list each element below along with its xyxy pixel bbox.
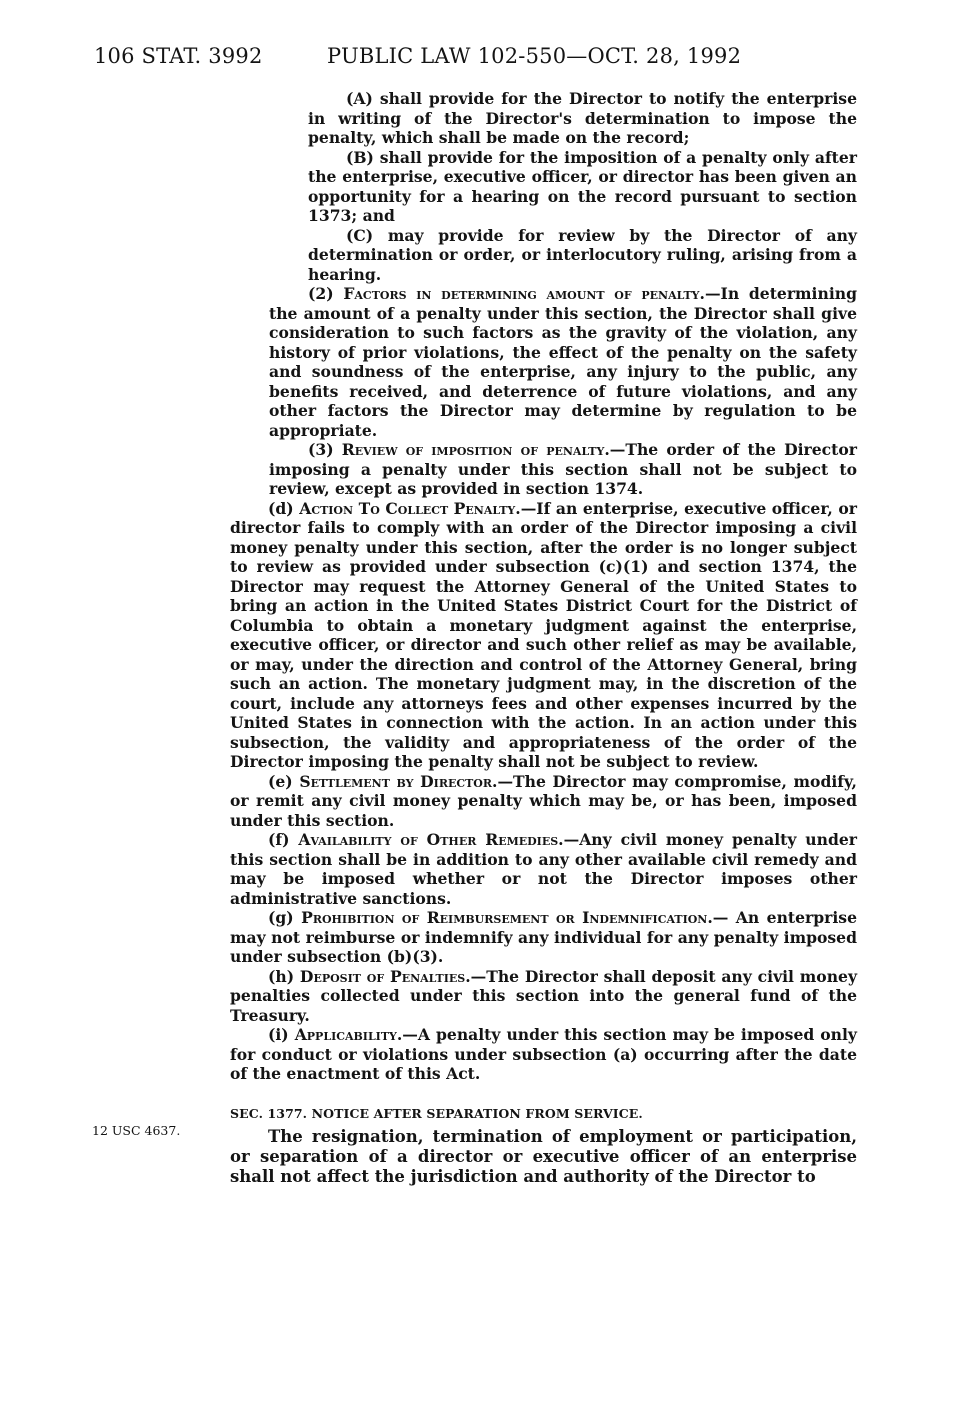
subsection-heading: Action To Collect Penalty <box>299 498 516 518</box>
subsection-g <box>230 908 857 967</box>
paragraph-heading: Factors in determining amount of penalty <box>343 284 700 303</box>
subsection-label: (e) <box>268 771 293 791</box>
law-reference: PUBLIC LAW 102-550—OCT. 28, 1992 <box>327 44 742 68</box>
subsection-f <box>230 830 857 908</box>
page-reference: 106 STAT. 3992 <box>94 44 263 68</box>
paragraph-a-B: (B) shall provide for the imposition of a penalty only after the enterprise, executive officer, or director has been given an opportunity for a hearing on the record pursuant to section 1373; and <box>308 147 857 225</box>
paragraph-a-A: (A) shall provide for the Director to notify the enterprise in writing of the Director's determination to impose the penalty, which shall be made on the record; <box>308 89 857 147</box>
subsection-label: (d) <box>268 498 294 518</box>
subsection-text: .—Any civil money penalty under this section shall be in addition to any other available civil remedy and may be imposed whether or not the Director imposes other administrative sanctions. <box>230 830 858 908</box>
paragraph-text: .—In determining the amount of a penalty under this section, the Director shall give consideration to such factors as the gravity of the violation, any history of prior violations, the effect of the penalty on the safety and soundness of the enterprise, any injury to the public, any benefits received, and deterrence of future violations, and any other factors the Director may determine by regulation to be appropriate. <box>269 284 857 440</box>
paragraph-c-3 <box>230 440 857 499</box>
subsection-heading: Applicability <box>294 1025 397 1044</box>
paragraph-label: (2) <box>308 284 334 303</box>
subsection-d <box>230 499 857 772</box>
subsection-heading: Availability of Other Remedies <box>298 830 559 849</box>
statute-body <box>230 89 857 1187</box>
margin-citation: 12 USC 4637. <box>92 1123 181 1138</box>
subsection-text: .—If an enterprise, executive officer, or director fails to comply with an order of the Director imposing a civil money penalty under this section, after the order is no longer subject to review as provided under subsection (c)(1) and section 1374, the Director may request the Attorney General of the United States to bring an action in the United States District Court for the District of Columbia to obtain a monetary judgment against the enterprise, executive officer, or director and such other relief as may be available, or may, under the direction and control of the Attorney General, bring such an action. The monetary judgment may, in the discretion of the court, include any attorneys fees and other expenses incurred by the United States in connection with the action. In an action under this subsection, the validity and appropriateness of the order of the Director imposing the penalty shall not be subject to review. <box>230 498 858 771</box>
subsection-text: .—The Director may compromise, modify, or remit any civil money penalty which may be, or has been, imposed under this section. <box>230 771 857 830</box>
section-text: The resignation, termination of employment or participation, or separation of a director or executive officer of an enterprise shall not affect the jurisdiction and authority of the Director to <box>230 1127 857 1186</box>
subsection-heading: Deposit of Penalties <box>299 966 466 986</box>
subsection-text: .— An enterprise may not reimburse or indemnify any individual for any penalty imposed under subsection (b)(3). <box>230 908 857 966</box>
subsection-e <box>230 772 857 831</box>
paragraph-c-2 <box>230 284 857 440</box>
subsection-text: .—A penalty under this section may be imposed only for conduct or violations under subsection (a) occurring after the date of the enactment of this Act. <box>230 1025 857 1083</box>
subsection-label: (h) <box>268 966 295 986</box>
subsection-text: .—The Director shall deposit any civil money penalties collected under this section into the general fund of the Treasury. <box>230 966 858 1025</box>
subsection-label: (i) <box>268 1025 289 1044</box>
paragraph-text: .—The order of the Director imposing a penalty under this section shall not be subject to review, except as provided in section 1374. <box>269 440 857 498</box>
subsection-label: (g) <box>268 908 294 927</box>
section-heading: SEC. 1377. NOTICE AFTER SEPARATION FROM SERVICE. <box>230 1105 643 1121</box>
paragraph-a-C: (C) may provide for review by the Director of any determination or order, or interlocutory ruling, arising from a hearing. <box>308 225 857 284</box>
subsection-i <box>230 1025 857 1084</box>
subsection-heading: Settlement by Director <box>299 771 493 791</box>
paragraph-heading: Review of imposition of penalty <box>341 440 605 459</box>
paragraph-label: (3) <box>308 440 334 459</box>
subsection-h <box>230 967 857 1026</box>
subsection-label: (f) <box>268 830 290 849</box>
subsection-heading: Prohibition of Reimbursement or Indemnification <box>301 908 708 927</box>
